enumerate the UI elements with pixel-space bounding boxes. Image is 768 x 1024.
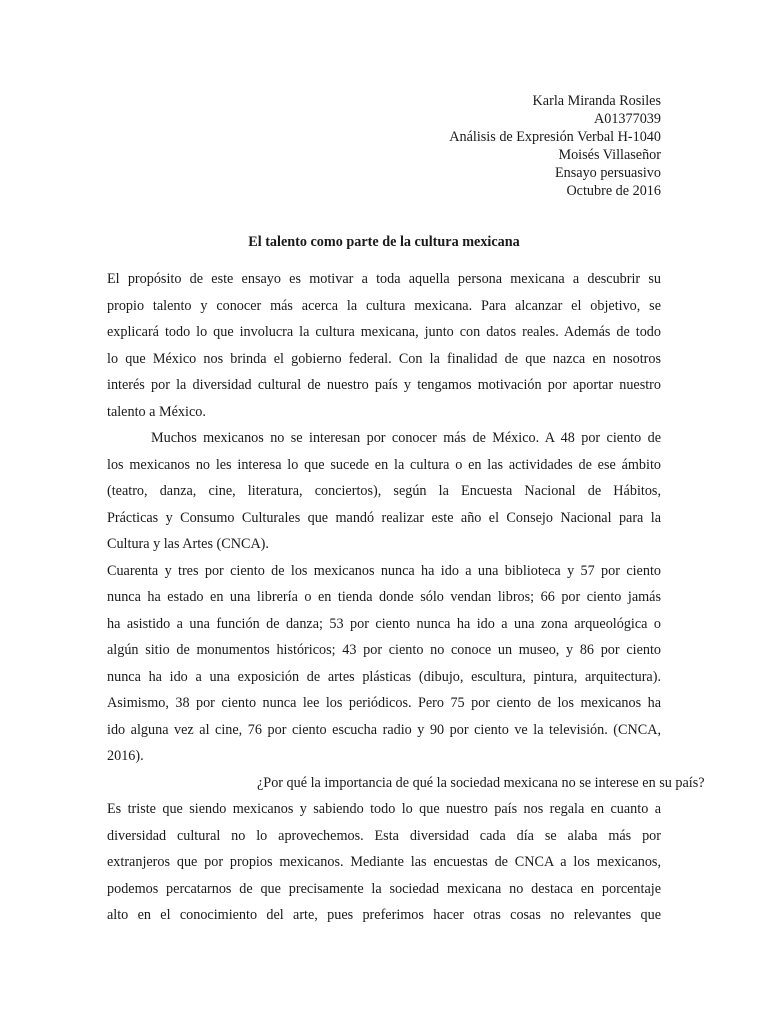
body-line: ha asistido a una función de danza; 53 por ciento nunca ha ido a una zona arqueológica o	[107, 615, 661, 632]
body-line: Cuarenta y tres por ciento de los mexicanos nunca ha ido a una biblioteca y 57 por ciento	[107, 562, 661, 579]
student-id: A01377039	[594, 111, 661, 127]
body-line: talento a México.	[107, 403, 206, 420]
body-line: ¿Por qué la importancia de qué la sociedad mexicana no se interese en su país?	[257, 774, 705, 791]
body-line: (teatro, danza, cine, literatura, conciertos), según la Encuesta Nacional de Hábitos,	[107, 483, 661, 499]
body-line: extranjeros que por propios mexicanos. Mediante las encuestas de CNCA a los mexicanos,	[107, 854, 661, 870]
body-line: Es triste que siendo mexicanos y sabiendo todo lo que nuestro país nos regala en cuanto a	[107, 801, 661, 817]
body-line: 2016).	[107, 748, 144, 764]
body-line: nunca ha estado en una librería o en tienda donde sólo vendan libros; 66 por ciento jamás	[107, 589, 661, 605]
body-line: Prácticas y Consumo Culturales que mandó realizar este año el Consejo Nacional para la	[107, 509, 661, 526]
body-line: Asimismo, 38 por ciento nunca lee los periódicos. Pero 75 por ciento de los mexicanos ha	[107, 695, 661, 711]
body-line: Cultura y las Artes (CNCA).	[107, 536, 269, 552]
professor-name: Moisés Villaseñor	[558, 147, 661, 163]
essay-body	[107, 266, 705, 929]
body-line: diversidad cultural no lo aprovechemos. Esta diversidad cada día se alaba más por	[107, 827, 661, 844]
body-line: propio talento y conocer más acerca la cultura mexicana. Para alcanzar el objetivo, se	[107, 297, 661, 314]
body-line: podemos percatarnos de que precisamente la sociedad mexicana no destaca en porcentaje	[107, 880, 661, 897]
author-name: Karla Miranda Rosiles	[532, 93, 661, 109]
body-line: los mexicanos no les interesa lo que sucede en la cultura o en las actividades de ese ámbito	[107, 456, 661, 473]
author-header	[449, 92, 661, 200]
course-name: Análisis de Expresión Verbal H-1040	[449, 129, 661, 145]
body-line: Muchos mexicanos no se interesan por conocer más de México. A 48 por ciento de	[151, 430, 661, 446]
body-line: explicará todo lo que involucra la cultura mexicana, junto con datos reales. Además de todo	[107, 324, 661, 340]
body-line: ido alguna vez al cine, 76 por ciento escucha radio y 90 por ciento ve la televisión. (CNCA,	[107, 721, 661, 738]
document-date: Octubre de 2016	[566, 183, 661, 199]
body-line: lo que México nos brinda el gobierno federal. Con la finalidad de que nazca en nosotros	[107, 350, 661, 367]
body-line: alto en el conocimiento del arte, pues preferimos hacer otras cosas no relevantes que	[107, 907, 661, 923]
essay-title: El talento como parte de la cultura mexicana	[248, 234, 520, 250]
body-line: interés por la diversidad cultural de nuestro país y tengamos motivación por aportar nuestro	[107, 377, 661, 393]
body-line: nunca ha ido a una exposición de artes plásticas (dibujo, escultura, pintura, arquitectura).	[107, 668, 661, 685]
body-line: El propósito de este ensayo es motivar a toda aquella persona mexicana a descubrir su	[107, 271, 661, 287]
body-line: algún sitio de monumentos históricos; 43 por ciento no conoce un museo, y 86 por ciento	[107, 642, 661, 658]
document-type: Ensayo persuasivo	[555, 165, 661, 181]
